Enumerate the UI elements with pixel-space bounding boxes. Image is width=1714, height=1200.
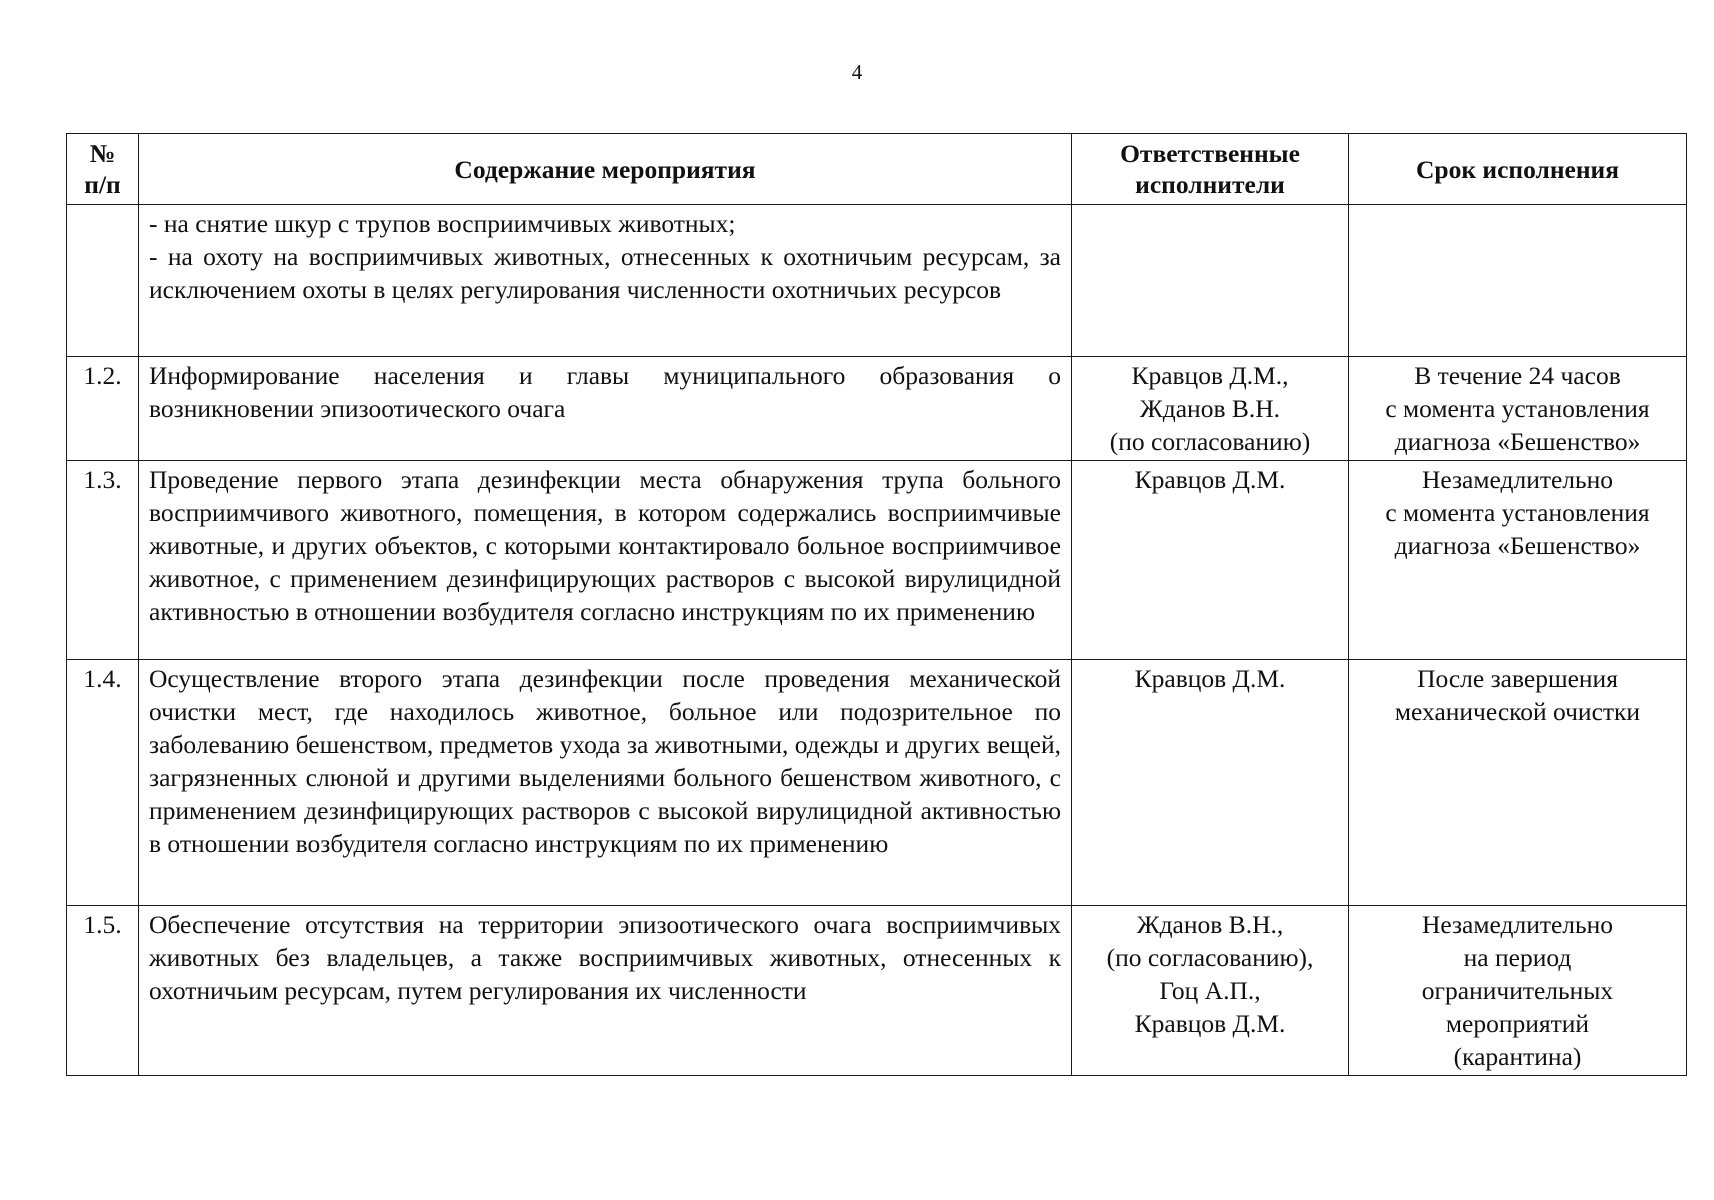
text-line: 1.3. xyxy=(83,465,122,494)
text-line: 1.2. xyxy=(83,361,122,390)
row-content xyxy=(139,461,1072,660)
table-row xyxy=(67,357,1687,461)
text-line: Незамедлительно xyxy=(1421,465,1614,494)
text-line: (по согласованию) xyxy=(1109,427,1311,456)
table-row xyxy=(67,906,1687,1076)
row-responsible xyxy=(1072,357,1349,461)
text-line: Кравцов Д.М., xyxy=(1131,361,1289,390)
header-responsible xyxy=(1072,134,1349,205)
text-line: Содержание мероприятия xyxy=(454,154,756,184)
measures-table xyxy=(66,133,1687,1076)
text-line: механической очистки xyxy=(1394,697,1641,726)
text-line: Кравцов Д.М. xyxy=(1134,1009,1286,1038)
table-row xyxy=(67,461,1687,660)
text-line: (по согласованию), xyxy=(1106,943,1314,972)
row-deadline xyxy=(1349,461,1687,660)
text-line: ограничительных xyxy=(1421,976,1614,1005)
text-line: - на снятие шкур с трупов восприимчивых животных; xyxy=(149,209,736,238)
table-header-row xyxy=(67,134,1687,205)
text-line: Осуществление второго этапа дезинфекции после проведения механической очистки мест, где находилось животное, больное или подозрительное по заболеванию бешенством, предметов ухода за животными, одежды и других вещей, загрязненных слюной и другими выделениями больного бешенством животного, с применением дезинфицирующих растворов с высокой вирулицидной активностью в отношении возбудителя согласно инструкциям по их применению xyxy=(149,664,1061,858)
row-deadline xyxy=(1349,660,1687,906)
text-line: на период xyxy=(1463,943,1572,972)
row-num xyxy=(67,461,139,660)
row-content xyxy=(139,357,1072,461)
text-line: Срок исполнения xyxy=(1415,154,1620,184)
table-row xyxy=(67,205,1687,357)
row-responsible xyxy=(1072,660,1349,906)
row-content xyxy=(139,906,1072,1076)
text-line: После завершения xyxy=(1417,664,1618,693)
row-num xyxy=(67,357,139,461)
text-line: Кравцов Д.М. xyxy=(1134,465,1286,494)
row-deadline xyxy=(1349,357,1687,461)
text-line: - на охоту на восприимчивых животных, отнесенных к охотничьим ресурсам, за исключением охоты в целях регулирования численности охотничьих ресурсов xyxy=(149,242,1061,304)
text-line: Проведение первого этапа дезинфекции места обнаружения трупа больного восприимчивого животного, помещения, в котором содержались восприимчивые животные, и других объектов, с которыми контактировало больное восприимчивое животное, с применением дезинфицирующих растворов с высокой вирулицидной активностью в отношении возбудителя согласно инструкциям по их применению xyxy=(149,465,1061,626)
table-row xyxy=(67,660,1687,906)
text-line: п/п xyxy=(84,170,121,199)
text-line: Жданов В.Н., xyxy=(1136,910,1284,939)
text-line: диагноза «Бешенство» xyxy=(1394,531,1641,560)
text-line: Информирование населения и главы муниципального образования о возникновении эпизоотического очага xyxy=(149,361,1061,423)
text-line: Незамедлительно xyxy=(1421,910,1614,939)
header-deadline xyxy=(1349,134,1687,205)
text-line: Гоц А.П., xyxy=(1159,976,1261,1005)
header-content xyxy=(139,134,1072,205)
text-line: мероприятий xyxy=(1445,1009,1590,1038)
text-line: В течение 24 часов xyxy=(1414,361,1621,390)
row-responsible xyxy=(1072,906,1349,1076)
header-content-text xyxy=(147,154,1063,185)
header-deadline-text xyxy=(1357,154,1678,185)
text-line: Кравцов Д.М. xyxy=(1134,664,1286,693)
text-line: с момента установления xyxy=(1385,394,1650,423)
header-responsible-text xyxy=(1080,138,1340,200)
text-line: (карантина) xyxy=(1453,1042,1582,1071)
row-num xyxy=(67,906,139,1076)
page-number: 4 xyxy=(851,60,863,84)
header-num xyxy=(67,134,139,205)
row-num xyxy=(67,660,139,906)
text-line: с момента установления xyxy=(1385,498,1650,527)
text-line: 1.4. xyxy=(83,664,122,693)
header-num-text xyxy=(75,138,130,200)
text-line: Жданов В.Н. xyxy=(1139,394,1281,423)
text-line: 1.5. xyxy=(83,910,122,939)
text-line: Обеспечение отсутствия на территории эпизоотического очага восприимчивых животных без владельцев, а также восприимчивых животных, отнесенных к охотничьим ресурсам, путем регулирования их численности xyxy=(149,910,1061,1005)
text-line: исполнители xyxy=(1135,170,1285,199)
row-deadline xyxy=(1349,906,1687,1076)
text-line: № xyxy=(89,139,116,168)
text-line: Ответственные xyxy=(1120,139,1300,168)
row-num xyxy=(67,205,139,357)
text-line: диагноза «Бешенство» xyxy=(1394,427,1641,456)
row-content xyxy=(139,660,1072,906)
row-responsible xyxy=(1072,461,1349,660)
row-responsible xyxy=(1072,205,1349,357)
row-content xyxy=(139,205,1072,357)
row-deadline xyxy=(1349,205,1687,357)
